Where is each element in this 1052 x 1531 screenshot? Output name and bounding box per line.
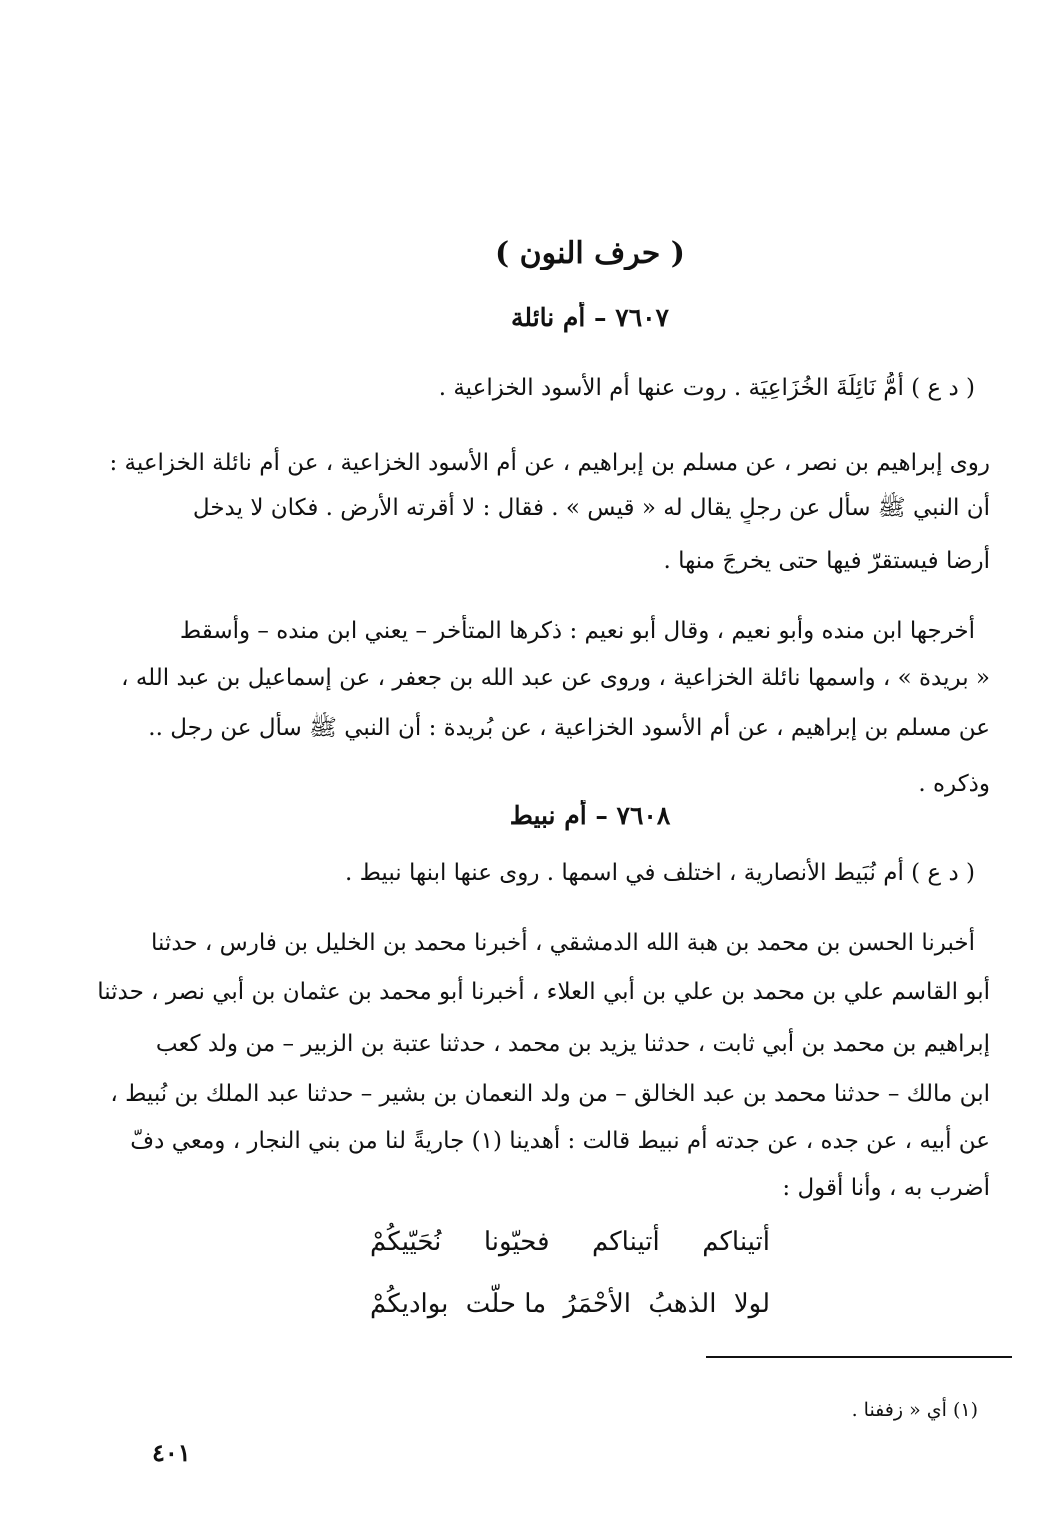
verse-word: الأحْمَرُ <box>563 1289 632 1319</box>
paragraph-line: أخبرنا الحسن بن محمد بن هبة الله الدمشقي ، أخبرنا محمد بن الخليل بن فارس ، حدثنا <box>150 930 975 956</box>
footnote-divider <box>706 1356 1012 1358</box>
verse-line-2 <box>370 1286 770 1322</box>
paragraph-line: أن النبي ﷺ سأل عن رجلٍ يقال له « قيس » . فقال : لا أقرته الأرض . فكان لا يدخل <box>192 495 990 521</box>
verse-word: بواديكُمْ <box>370 1289 449 1319</box>
paragraph-line: ابن مالك – حدثنا محمد بن عبد الخالق – من ولد النعمان بن بشير – حدثنا عبد الملك بن نُبيط ، <box>110 1081 990 1107</box>
paragraph-line: روى إبراهيم بن نصر ، عن مسلم بن إبراهيم ، عن أم الأسود الخزاعية ، عن أم نائلة الخزاعية : <box>109 450 990 476</box>
paragraph-line: وذكره . <box>918 771 990 797</box>
page-number: ٤٠١ <box>152 1438 191 1467</box>
paragraph-line: أخرجها ابن منده وأبو نعيم ، وقال أبو نعيم : ذكرها المتأخر – يعني ابن منده – وأسقط <box>179 618 975 644</box>
verse-word: الذهبُ <box>648 1289 717 1319</box>
verse-word: نُحَيّيكُمْ <box>370 1227 442 1257</box>
verse-word: أتيناكم <box>702 1227 770 1257</box>
verse-word: فحيّونا <box>483 1227 550 1257</box>
verse-word: ما حلّت <box>465 1289 547 1319</box>
paragraph-line: عن مسلم بن إبراهيم ، عن أم الأسود الخزاعية ، عن بُريدة : أن النبي ﷺ سأل عن رجل .. <box>148 715 990 741</box>
footnote: (١) أي « زففنا . <box>851 1399 978 1421</box>
paragraph-line: أبو القاسم علي بن محمد بن علي بن أبي العلاء ، أخبرنا أبو محمد بن عثمان بن أبي نصر ، حدثنا <box>97 979 990 1005</box>
verse-word: لولا <box>733 1289 770 1319</box>
entry-heading-7607: ٧٦٠٧ – أم نائلة <box>511 303 669 332</box>
verse-line-1 <box>370 1224 770 1260</box>
entry-intro-7608: ( د ع ) أم نُبَيط الأنصارية ، اختلف في اسمها . روى عنها ابنها نبيط . <box>344 860 975 886</box>
paragraph-line: « بريدة » ، واسمها نائلة الخزاعية ، وروى عن عبد الله بن جعفر ، عن إسماعيل بن عبد الله ، <box>121 665 990 691</box>
entry-intro-7607: ( د ع ) أُمُّ نَائِلَةَ الخُزَاعِيَة . روت عنها أم الأسود الخزاعية . <box>438 375 975 401</box>
entry-heading-7608: ٧٦٠٨ – أم نبيط <box>509 801 671 830</box>
paragraph-line: أرضا فيستقرّ فيها حتى يخرجَ منها . <box>663 548 990 574</box>
paragraph-line: عن أبيه ، عن جده ، عن جدته أم نبيط قالت : أهدينا (١) جاريةً لنا من بني النجار ، ومعي دفّ <box>130 1128 990 1154</box>
paragraph-line: إبراهيم بن محمد بن أبي ثابت ، حدثنا يزيد بن محمد ، حدثنا عتبة بن الزبير – من ولد كعب <box>155 1031 990 1057</box>
chapter-title: ( حرف النون ) <box>495 238 685 270</box>
paragraph-line: أضرب به ، وأنا أقول : <box>782 1175 990 1201</box>
verse-word: أتيناكم <box>592 1227 660 1257</box>
